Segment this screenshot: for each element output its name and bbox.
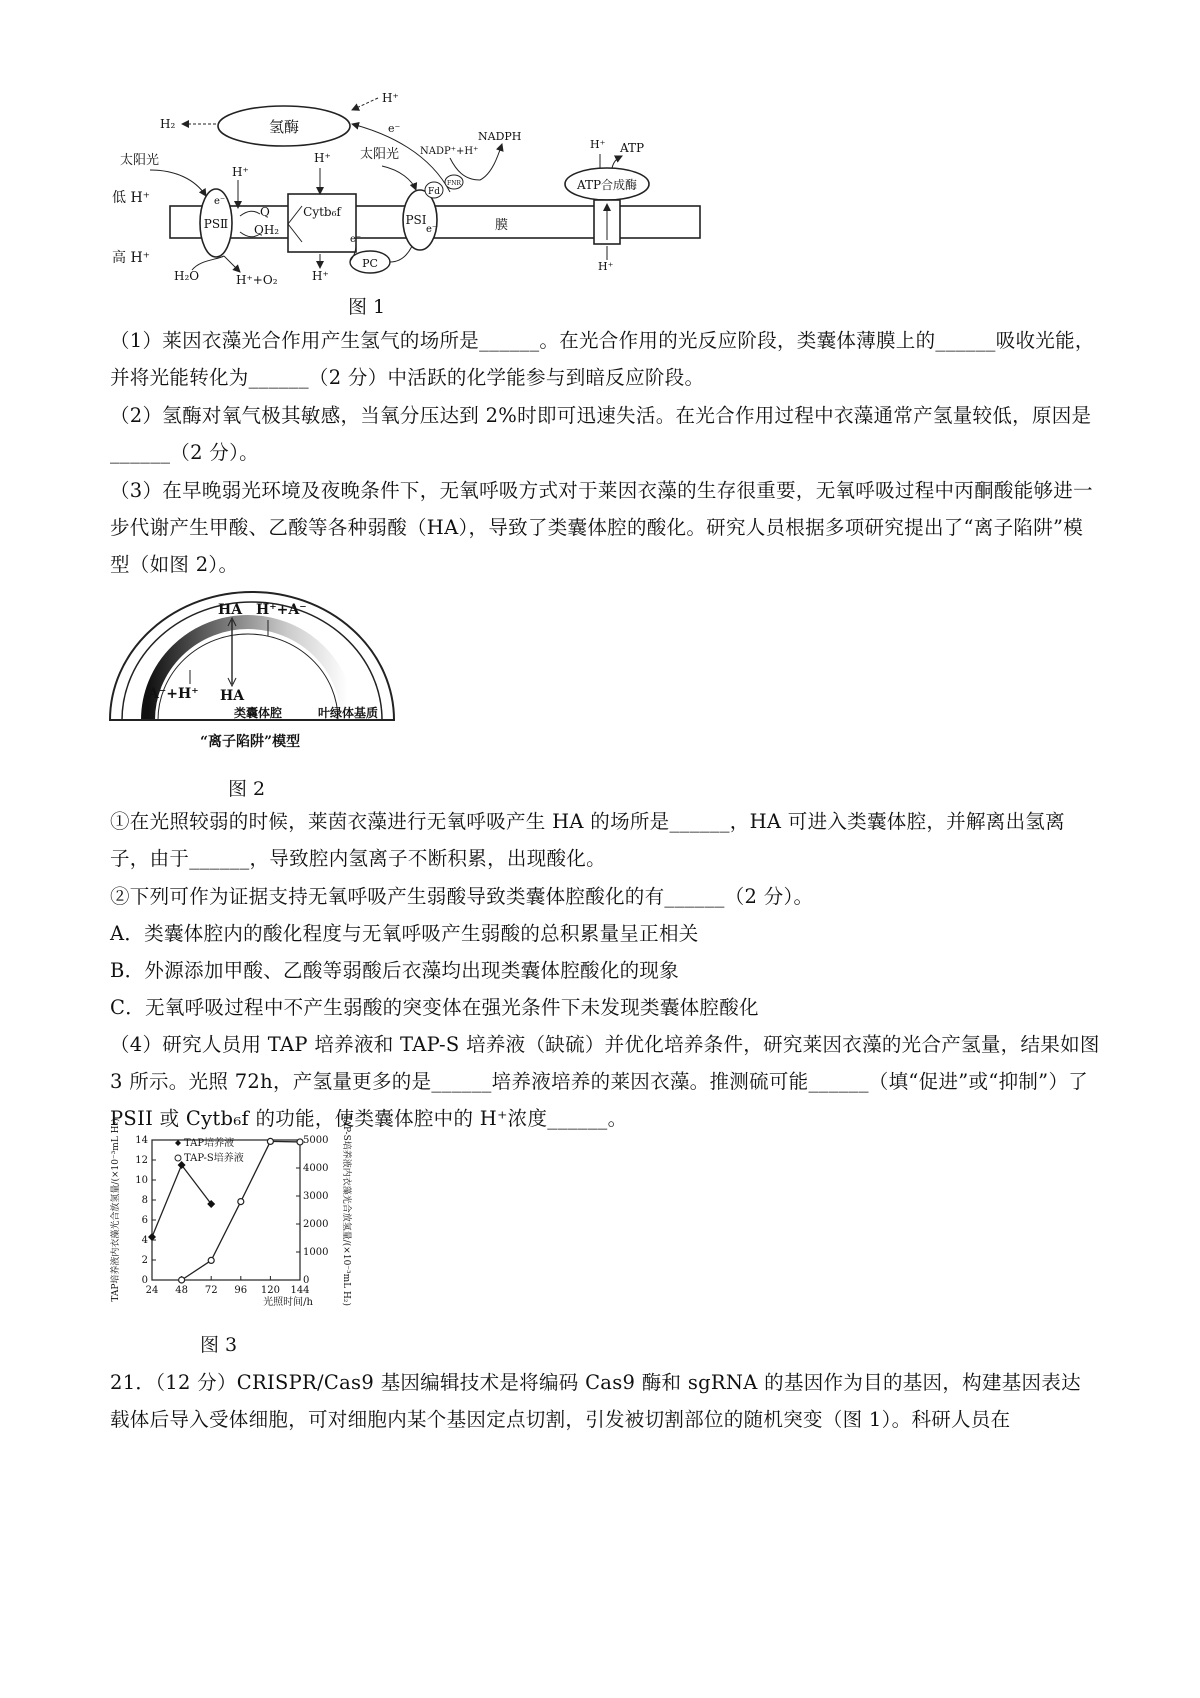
low-h-label: 低 H⁺: [112, 190, 151, 206]
sunlight-mid-label: 太阳光: [360, 147, 400, 162]
taps-data-point: [267, 1138, 273, 1144]
y-right-tick-label: 2000: [303, 1219, 329, 1230]
figure-3-chart: [104, 1113, 374, 1324]
q-label: Q: [260, 205, 270, 219]
x-tick-label: 120: [260, 1285, 280, 1296]
taps-data-point: [297, 1139, 303, 1145]
fd-label: Fd: [427, 187, 441, 197]
x-tick-label: 96: [234, 1285, 248, 1296]
h-plus-top-label: H⁺: [382, 91, 399, 105]
figure-3-caption: 图 3: [200, 1334, 238, 1356]
e-ps2-label: e⁻: [214, 196, 226, 207]
question-3-text: （3）在早晚弱光环境及夜晚条件下，无氧呼吸方式对于莱因衣藻的生存很重要，无氧呼吸过程中丙酮酸能够进一步代谢产生甲酸、乙酸等各种弱酸（HA），导致了类囊体腔的酸化。研究人员根据多项研究提出了“离子陷阱”模型（如图 2）。: [110, 479, 1093, 576]
y-left-tick-label: 8: [141, 1195, 148, 1206]
h-plus-atp-bottom-label: H⁺: [598, 260, 614, 273]
fig2-h-a-top: H⁺+A⁻: [256, 602, 307, 618]
x-tick-label: 144: [290, 1285, 310, 1296]
option-a: A．类囊体腔内的酸化程度与无氧呼吸产生弱酸的总积累量呈正相关: [110, 922, 699, 945]
legend-taps-label: TAP-S培养液: [184, 1153, 244, 1164]
fig2-ha-bottom: HA: [220, 688, 245, 704]
series-line-1: [152, 1165, 211, 1237]
h-plus-cyt-bottom-label: H⁺: [312, 269, 329, 283]
pc-label: PC: [362, 257, 378, 270]
fig2-ha-top: HA: [218, 602, 243, 618]
e-top-label: e⁻: [388, 122, 401, 135]
nadp-label: NADP⁺+H⁺: [420, 146, 479, 157]
fig2-a-h-bottom: A⁻+H⁺: [148, 686, 199, 702]
h-plus-cyt-label: H⁺: [314, 151, 331, 165]
hydrogenase-label: 氢酶: [268, 118, 300, 136]
x-tick-label: 72: [204, 1285, 218, 1296]
ps2-label: PSⅡ: [203, 217, 229, 231]
ps1-label: PSⅠ: [405, 213, 427, 227]
sunlight-left-label: 太阳光: [120, 153, 160, 168]
qh2-label: QH₂: [254, 223, 280, 237]
atp-synthase-label: ATP合成酶: [576, 178, 638, 192]
x-tick-label: 48: [175, 1285, 188, 1296]
question-1-text: （1）莱因衣藻光合作用产生氢气的场所是______。在光合作用的光反应阶段，类囊体薄膜上的______吸收光能，并将光能转化为______（2 分）中活跃的化学能参与到暗反应阶段。: [110, 329, 1095, 389]
y-left-axis-label: TAP培养液内衣藻光合放氢量/(×10⁻³mL H₂): [111, 1118, 121, 1302]
y-left-tick-label: 4: [141, 1235, 148, 1246]
y-right-axis-label: TAP-S培养液内衣藻光合放氢量/(×10⁻³mL H₂): [341, 1113, 351, 1307]
atp-label: ATP: [620, 141, 645, 155]
membrane-label: 膜: [495, 218, 509, 233]
y-right-tick-label: 3000: [303, 1191, 329, 1202]
legend-taps-marker: [175, 1155, 181, 1161]
h-plus-atp-top-label: H⁺: [590, 138, 606, 151]
y-left-tick-label: 10: [135, 1175, 148, 1186]
nadph-label: NADPH: [478, 130, 522, 143]
fig2-model-title: “离子陷阱”模型: [200, 734, 301, 750]
high-h-label: 高 H⁺: [112, 250, 151, 266]
legend-tap-label: TAP培养液: [184, 1138, 235, 1149]
question-21-text: 21．（12 分）CRISPR/Cas9 基因编辑技术是将编码 Cas9 酶和 sgRNA 的基因作为目的基因，构建基因表达载体后导入受体细胞，可对细胞内某个基因定点切割，引发被切割部位的随机突变（图 1）。科研人员在: [110, 1371, 1081, 1431]
y-right-tick-label: 5000: [303, 1135, 329, 1146]
h-o2-label: H⁺+O₂: [236, 273, 278, 287]
e-ps1-label: e⁻: [426, 224, 438, 235]
taps-data-point: [238, 1199, 244, 1205]
e-pc-label: e⁻: [350, 234, 362, 245]
option-b: B．外源添加甲酸、乙酸等弱酸后衣藻均出现类囊体腔酸化的现象: [110, 959, 680, 982]
question-3-1-text: ①在光照较弱的时候，莱茵衣藻进行无氧呼吸产生 HA 的场所是______，HA 可进入类囊体腔，并解离出氢离子，由于______，导致腔内氢离子不断积累，出现酸化。: [110, 810, 1065, 870]
x-tick-label: 24: [145, 1285, 159, 1296]
fig2-stroma-label: 叶绿体基质: [318, 706, 379, 720]
y-right-tick-label: 0: [303, 1275, 310, 1286]
taps-data-point: [179, 1277, 185, 1283]
x-axis-label: 光照时间/h: [263, 1297, 313, 1308]
fnr-label: FNR: [447, 180, 461, 187]
figure-1-diagram: [112, 84, 720, 294]
h2-label: H₂: [160, 117, 176, 131]
legend-tap-marker: [175, 1140, 181, 1146]
y-left-tick-label: 14: [135, 1135, 148, 1146]
figure-2-caption: 图 2: [228, 778, 266, 800]
y-left-tick-label: 2: [141, 1255, 148, 1266]
option-c: C．无氧呼吸过程中不产生弱酸的突变体在强光条件下未发现类囊体腔酸化: [110, 996, 759, 1019]
y-left-tick-label: 6: [141, 1215, 148, 1226]
figure-2-ion-trap-model: [108, 580, 398, 752]
question-2-text: （2）氢酶对氧气极其敏感，当氧分压达到 2%时即可迅速失活。在光合作用过程中衣藻通常产氢量较低，原因是______（2 分）。: [110, 404, 1092, 464]
question-3-2-text: ②下列可作为证据支持无氧呼吸产生弱酸导致类囊体腔酸化的有______（2 分）。: [110, 885, 814, 908]
fig2-lumen-label: 类囊体腔: [234, 706, 283, 720]
question-4-text: （4）研究人员用 TAP 培养液和 TAP-S 培养液（缺硫）并优化培养条件，研究莱因衣藻的光合产氢量，结果如图 3 所示。光照 72h，产氢量更多的是______培养液培养的莱因衣藻。推测硫可能______（填“促进”或“抑制”）了 PSII 或 Cytb₆f 的功能，使类囊体腔中的 H⁺浓度______。: [110, 1033, 1100, 1130]
y-right-tick-label: 1000: [303, 1247, 329, 1258]
cyt-label: Cytb₆f: [303, 205, 341, 219]
y-left-tick-label: 0: [141, 1275, 148, 1286]
figure-1-caption: 图 1: [348, 296, 386, 318]
h2o-label: H₂O: [174, 269, 200, 283]
y-right-tick-label: 4000: [303, 1163, 329, 1174]
h-plus-ps2-label: H⁺: [232, 165, 249, 179]
taps-data-point: [208, 1257, 214, 1263]
y-left-tick-label: 12: [135, 1155, 148, 1166]
